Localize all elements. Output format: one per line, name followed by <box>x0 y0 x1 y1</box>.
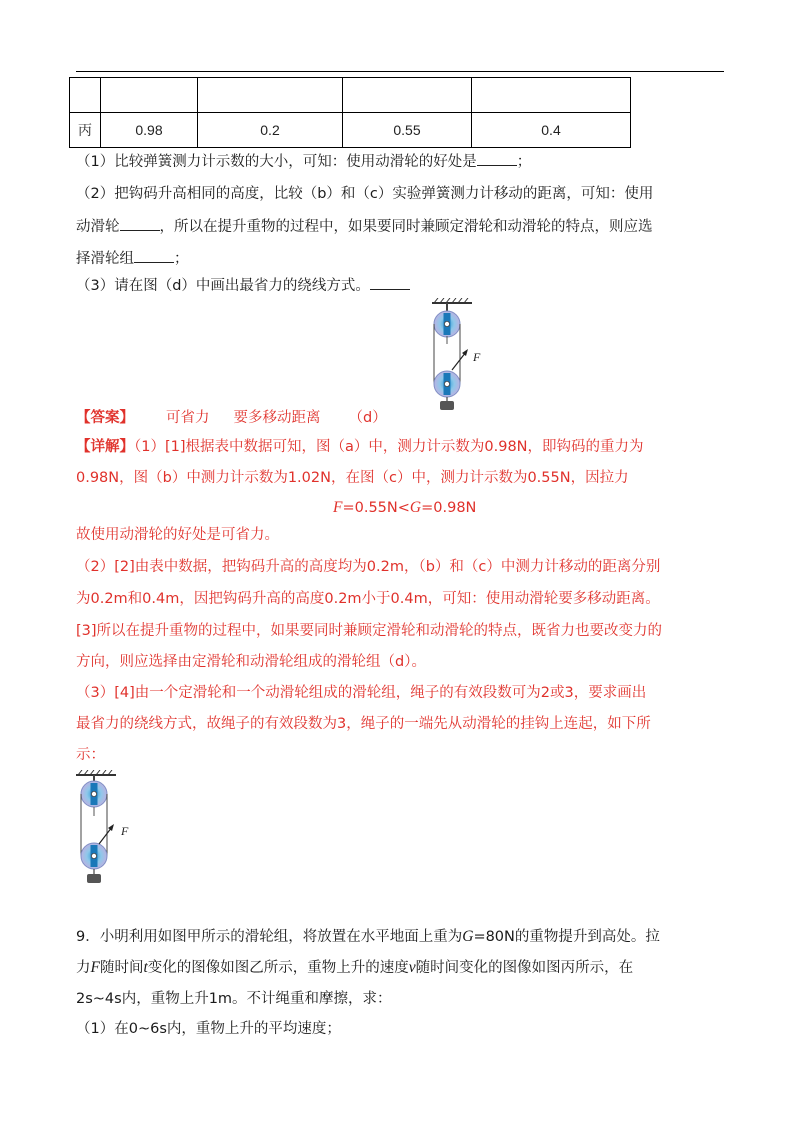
question-2-line-3: 择滑轮组 ； <box>76 248 189 269</box>
movable-pulley <box>81 843 107 869</box>
answer-tag: 【答案】 <box>76 410 134 426</box>
problem-9-line-4: （1）在0~6s内，重物上升的平均速度； <box>76 1021 341 1037</box>
explanation-line-3: 故使用动滑轮的好处是可省力。 <box>76 527 279 543</box>
answer-blank <box>134 248 174 263</box>
question-2-line-1: （2）把钩码升高相同的高度，比较（b）和（c）实验弹簧测力计移动的距离，可知：使用 <box>76 186 654 202</box>
weight-block <box>87 874 101 883</box>
table-cell: 0.2 <box>198 113 343 148</box>
question-1: （1）比较弹簧测力计示数的大小，可知：使用动滑轮的好处是 ； <box>76 151 531 172</box>
question-2-line-2: 动滑轮 ，所以在提升重物的过程中，如果要同时兼顾定滑轮和动滑轮的特点，则应选 <box>76 216 653 237</box>
answer-blank <box>120 216 160 231</box>
explanation-line-2: 0.98N，图（b）中测力计示数为1.02N，在图（c）中，测力计示数为0.55N，因拉力 <box>76 470 629 486</box>
table-row <box>70 78 631 113</box>
explanation-tag: 【详解】 <box>76 439 134 455</box>
answer-line: 【答案】 可省力 要多移动距离 （d） <box>76 410 387 426</box>
question-3: （3）请在图（d）中画出最省力的绕线方式。 <box>76 275 410 296</box>
fixed-pulley <box>434 311 460 337</box>
table-cell: 0.55 <box>343 113 472 148</box>
pulley-diagram-answer <box>64 770 154 890</box>
table-cell <box>70 78 101 113</box>
table-cell <box>472 78 631 113</box>
table-cell: 0.98 <box>101 113 198 148</box>
ceiling-support <box>76 770 116 782</box>
header-rule <box>76 71 724 72</box>
fixed-pulley <box>81 781 107 807</box>
weight-block <box>440 401 454 410</box>
table-cell <box>101 78 198 113</box>
table-cell: 0.4 <box>472 113 631 148</box>
movable-pulley <box>434 371 460 397</box>
explanation-line-10: 示： <box>76 747 105 763</box>
answer-blank <box>477 151 517 166</box>
formula: F=0.55N<G=0.98N <box>333 499 477 516</box>
problem-9-line-1: 9．小明利用如图甲所示的滑轮组，将放置在水平地面上重为G=80N的重物提升到高处。拉 <box>76 928 660 945</box>
problem-9-line-3: 2s~4s内，重物上升1m。不计绳重和摩擦，求： <box>76 991 392 1007</box>
ceiling-support <box>432 298 472 312</box>
answer-blank <box>370 275 410 290</box>
table-row <box>70 113 631 148</box>
force-label: F <box>473 350 481 364</box>
table-cell <box>198 78 343 113</box>
force-label: F <box>121 824 129 838</box>
table-cell <box>343 78 472 113</box>
pulley-diagram-d <box>420 298 500 414</box>
data-table <box>69 77 631 148</box>
explanation-line-8: （3）[4]由一个定滑轮和一个动滑轮组成的滑轮组，绳子的有效段数可为2或3，要求画出 <box>76 685 647 701</box>
explanation-line-5: 为0.2m和0.4m，因把钩码升高的高度0.2m小于0.4m，可知：使用动滑轮要多移动距离。 <box>76 591 660 607</box>
explanation-line-1: 【详解】（1）[1]根据表中数据可知，图（a）中，测力计示数为0.98N，即钩码的重力为 <box>76 439 644 455</box>
table-cell: 丙 <box>70 113 101 148</box>
explanation-line-9: 最省力的绕线方式，故绳子的有效段数为3，绳子的一端先从动滑轮的挂钩上连起，如下所 <box>76 716 651 732</box>
explanation-line-6: [3]所以在提升重物的过程中，如果要同时兼顾定滑轮和动滑轮的特点，既省力也要改变力的 <box>76 623 663 639</box>
problem-9-line-2: 力F随时间t变化的图像如图乙所示，重物上升的速度v随时间变化的图像如图丙所示，在 <box>76 959 634 976</box>
explanation-line-4: （2）[2]由表中数据，把钩码升高的高度均为0.2m，（b）和（c）中测力计移动的距离分别 <box>76 559 661 575</box>
explanation-line-7: 方向，则应选择由定滑轮和动滑轮组成的滑轮组（d）。 <box>76 654 426 670</box>
